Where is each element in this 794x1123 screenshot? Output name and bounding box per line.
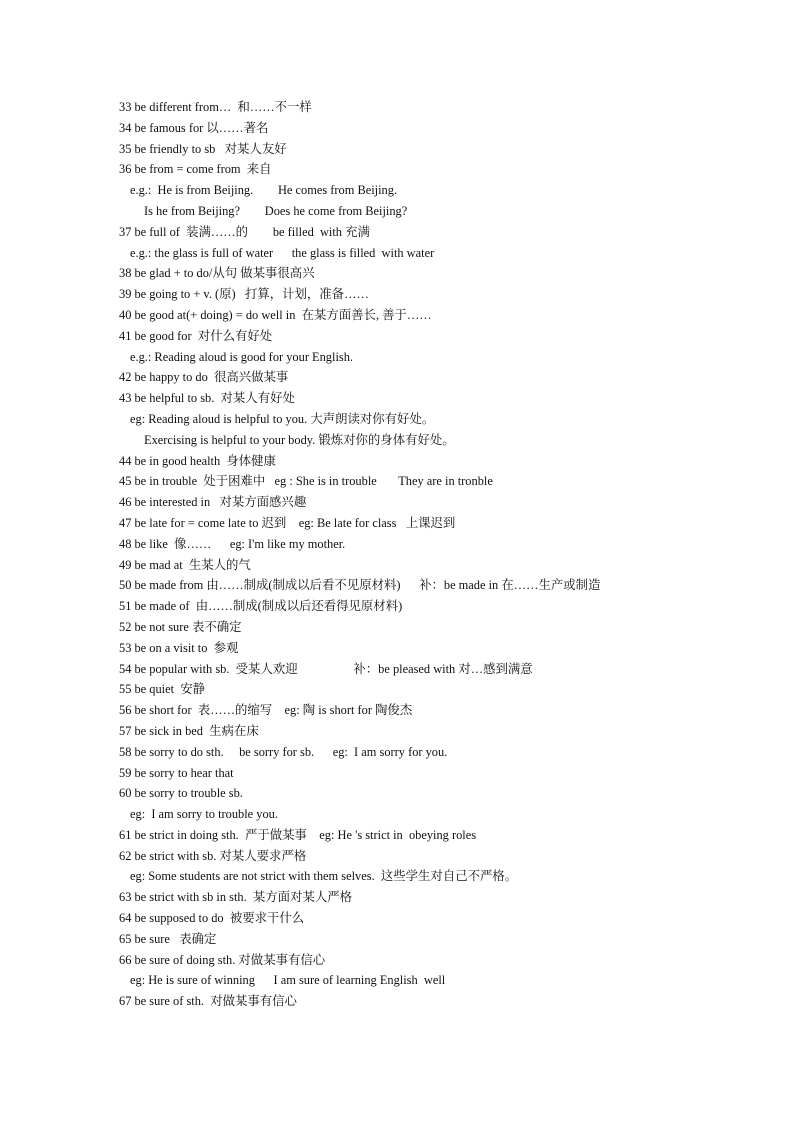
text-line: 52 be not sure 表不确定 [119, 619, 242, 634]
text-line: 59 be sorry to hear that [119, 765, 234, 780]
text-line: 57 be sick in bed 生病在床 [119, 723, 259, 738]
text-line: 48 be like 像…… eg: I'm like my mother. [119, 536, 346, 551]
text-line: 58 be sorry to do sth. be sorry for sb. eg: I am sorry for you. [119, 744, 448, 759]
text-line: 62 be strict with sb. 对某人要求严格 [119, 848, 307, 863]
text-line: 53 be on a visit to 参观 [119, 640, 239, 655]
text-line: 38 be glad + to do/从句 做某事很高兴 [119, 266, 315, 281]
text-line: 45 be in trouble 处于困难中 eg : She is in trouble They are in tronble [119, 474, 493, 489]
text-line: 56 be short for 表……的缩写 eg: 陶 is short for 陶俊杰 [119, 703, 413, 718]
text-line: eg: I am sorry to trouble you. [130, 807, 278, 822]
text-line: 63 be strict with sb in sth. 某方面对某人严格 [119, 890, 353, 905]
text-line: e.g.: He is from Beijing. He comes from Beijing. [130, 183, 398, 198]
text-line: 61 be strict in doing sth. 严于做某事 eg: He 's strict in obeying roles [119, 827, 477, 842]
text-line: 67 be sure of sth. 对做某事有信心 [119, 994, 297, 1009]
text-line: 46 be interested in 对某方面感兴趣 [119, 495, 307, 510]
text-line: 39 be going to + v. (原) 打算，计划，准备…… [119, 287, 369, 302]
text-line: 54 be popular with sb. 受某人欢迎 补：be pleased with 对…感到满意 [119, 661, 533, 676]
text-line: Exercising is helpful to your body. 锻炼对你的身体有好处。 [144, 432, 455, 447]
text-line: 49 be mad at 生某人的气 [119, 557, 251, 572]
text-line: eg: He is sure of winning I am sure of learning English well [130, 973, 446, 988]
text-line: 44 be in good health 身体健康 [119, 453, 276, 468]
text-line: 33 be different from… 和……不一样 [119, 100, 312, 114]
text-line: 34 be famous for 以……著名 [119, 120, 269, 135]
phrase-list [119, 97, 759, 1012]
text-line: 40 be good at(+ doing) = do well in 在某方面善长, 善于…… [119, 307, 432, 322]
text-line: eg: Some students are not strict with them selves. 这些学生对自己不严格。 [130, 869, 518, 884]
text-line: 65 be sure 表确定 [119, 931, 217, 946]
text-line: 60 be sorry to trouble sb. [119, 786, 243, 801]
text-line: 42 be happy to do 很高兴做某事 [119, 370, 289, 385]
text-line: eg: Reading aloud is helpful to you. 大声朗读对你有好处。 [130, 411, 435, 426]
text-line: 47 be late for = come late to 迟到 eg: Be late for class 上课迟到 [119, 515, 456, 530]
text-line: e.g.: the glass is full of water the glass is filled with water [130, 245, 435, 260]
text-line: 36 be from = come from 来自 [119, 162, 272, 177]
text-line: 51 be made of 由……制成(制成以后还看得见原材料) [119, 599, 403, 614]
text-line: 50 be made from 由……制成(制成以后看不见原材料) 补：be made in 在……生产或制造 [119, 578, 601, 593]
text-line: e.g.: Reading aloud is good for your English. [130, 349, 354, 364]
text-line: 37 be full of 装满……的 be filled with 充满 [119, 224, 370, 239]
text-line: 35 be friendly to sb 对某人友好 [119, 141, 287, 156]
text-line: Is he from Beijing? Does he come from Beijing? [144, 203, 408, 218]
text-line: 64 be supposed to do 被要求干什么 [119, 911, 305, 926]
text-line: 41 be good for 对什么有好处 [119, 328, 273, 343]
text-line: 43 be helpful to sb. 对某人有好处 [119, 391, 295, 406]
text-line: 66 be sure of doing sth. 对做某事有信心 [119, 952, 326, 967]
text-line: 55 be quiet 安静 [119, 682, 206, 697]
